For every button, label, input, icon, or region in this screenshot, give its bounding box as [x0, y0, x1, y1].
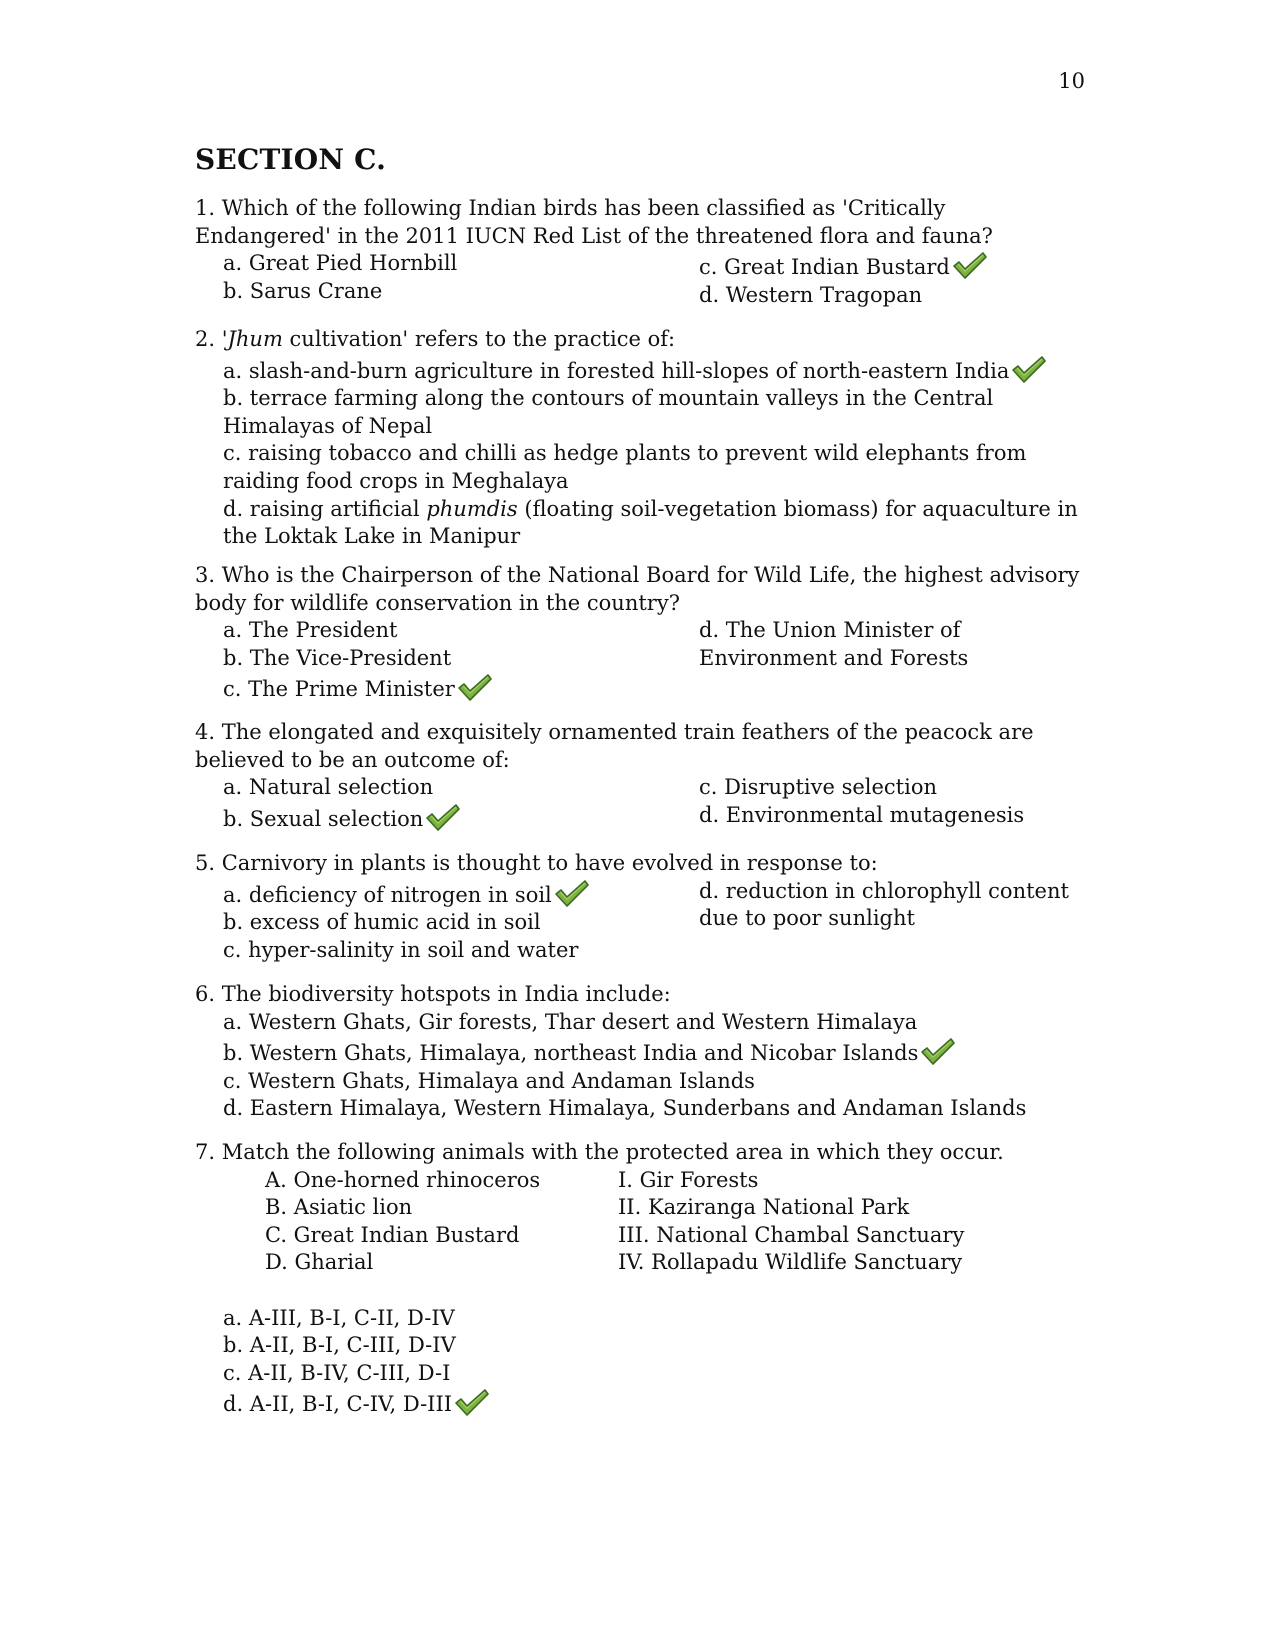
question-2 [195, 326, 1085, 551]
checkmark-icon [1011, 354, 1047, 384]
animal-d: D. Gharial [265, 1250, 374, 1275]
question-1-text: 1. Which of the following Indian birds has been classified as 'Critically Endangered' in the 2011 IUCN Red List of the threatened flora and fauna? [195, 196, 993, 248]
option-1a: a. Great Pied Hornbill [223, 251, 458, 276]
checkmark-icon [554, 878, 590, 908]
checkmark-icon [454, 1387, 490, 1417]
option-1d: d. Western Tragopan [699, 282, 923, 307]
option-5a: a. deficiency of nitrogen in soil [223, 882, 552, 907]
question-3 [195, 562, 1085, 704]
option-3a: a. The President [223, 618, 398, 643]
areas-column [618, 1167, 1085, 1277]
checkmark-icon [920, 1036, 956, 1066]
animal-a: A. One-horned rhinoceros [265, 1167, 541, 1192]
option-5c: c. hyper-salinity in soil and water [223, 937, 579, 962]
checkmark-icon [425, 802, 461, 832]
option-6b: b. Western Ghats, Himalaya, northeast India and Nicobar Islands [223, 1041, 919, 1066]
option-7c: c. A-II, B-IV, C-III, D-I [223, 1360, 451, 1385]
area-iii: III. National Chambal Sanctuary [618, 1222, 965, 1247]
option-2a: a. slash-and-burn agriculture in forested hill-slopes of north-eastern India [223, 358, 1010, 383]
option-4c: c. Disruptive selection [699, 775, 938, 800]
area-i: I. Gir Forests [618, 1167, 759, 1192]
option-3b: b. The Vice-President [223, 645, 452, 670]
question-7 [195, 1139, 1085, 1419]
option-7d-line [223, 1387, 1085, 1419]
checkmark-icon [457, 672, 493, 702]
option-4b: b. Sexual selection [223, 806, 424, 831]
option-2b: b. terrace farming along the contours of mountain valleys in the Central Himalayas of Nepal [223, 386, 994, 438]
animal-c: C. Great Indian Bustard [265, 1222, 520, 1247]
option-1c-line [699, 250, 1085, 282]
option-2d: d. raising artificial phumdis (floating soil-vegetation biomass) for aquaculture in the Loktak Lake in Manipur [223, 496, 1078, 549]
question-2-text: 2. 'Jhum cultivation' refers to the practice of: [195, 327, 676, 351]
option-5a-line [223, 878, 699, 910]
question-4 [195, 719, 1085, 833]
option-3d-line2: Environment and Forests [699, 645, 969, 670]
section-title: SECTION C. [195, 143, 387, 176]
option-6a: a. Western Ghats, Gir forests, Thar desert and Western Himalaya [223, 1009, 918, 1034]
match-table [195, 1167, 1085, 1277]
option-5b: b. excess of humic acid in soil [223, 910, 541, 935]
area-ii: II. Kaziranga National Park [618, 1195, 910, 1220]
option-4b-line [223, 802, 699, 834]
page-number: 10 [1058, 69, 1085, 93]
option-7b: b. A-II, B-I, C-III, D-IV [223, 1333, 456, 1358]
option-6c: c. Western Ghats, Himalaya and Andaman Islands [223, 1068, 755, 1093]
option-6b-line [223, 1036, 1085, 1068]
question-4-text: 4. The elongated and exquisitely ornamented train feathers of the peacock are believed to be an outcome of: [195, 720, 1034, 772]
option-3d-line1: d. The Union Minister of [699, 618, 961, 643]
question-7-text: 7. Match the following animals with the protected area in which they occur. [195, 1140, 1004, 1164]
option-5d-line2: due to poor sunlight [699, 906, 915, 931]
option-3c: c. The Prime Minister [223, 677, 455, 702]
jhum-term: Jhum [227, 327, 283, 351]
question-6 [195, 981, 1085, 1123]
question-5-text: 5. Carnivory in plants is thought to have evolved in response to: [195, 851, 878, 875]
option-6d: d. Eastern Himalaya, Western Himalaya, Sunderbans and Andaman Islands [223, 1096, 1027, 1121]
area-iv: IV. Rollapadu Wildlife Sanctuary [618, 1250, 963, 1275]
animals-column [195, 1167, 618, 1277]
phumdis-term: phumdis [426, 496, 518, 521]
checkmark-icon [952, 250, 988, 280]
question-3-text: 3. Who is the Chairperson of the National Board for Wild Life, the highest advisory body for wildlife conservation in the country? [195, 563, 1080, 615]
option-7d: d. A-II, B-I, C-IV, D-III [223, 1392, 453, 1417]
option-1b: b. Sarus Crane [223, 278, 383, 303]
option-5d-line1: d. reduction in chlorophyll content [699, 878, 1069, 903]
option-4a: a. Natural selection [223, 775, 434, 800]
question-5 [195, 850, 1085, 964]
question-6-text: 6. The biodiversity hotspots in India include: [195, 982, 671, 1006]
option-1c: c. Great Indian Bustard [699, 255, 950, 280]
question-1 [195, 195, 1085, 309]
option-2c: c. raising tobacco and chilli as hedge plants to prevent wild elephants from raiding food crops in Meghalaya [223, 441, 1027, 493]
option-3c-line [223, 672, 699, 704]
animal-b: B. Asiatic lion [265, 1195, 413, 1220]
option-2a-line [223, 354, 1085, 386]
option-4d: d. Environmental mutagenesis [699, 802, 1025, 827]
option-7a: a. A-III, B-I, C-II, D-IV [223, 1305, 455, 1330]
